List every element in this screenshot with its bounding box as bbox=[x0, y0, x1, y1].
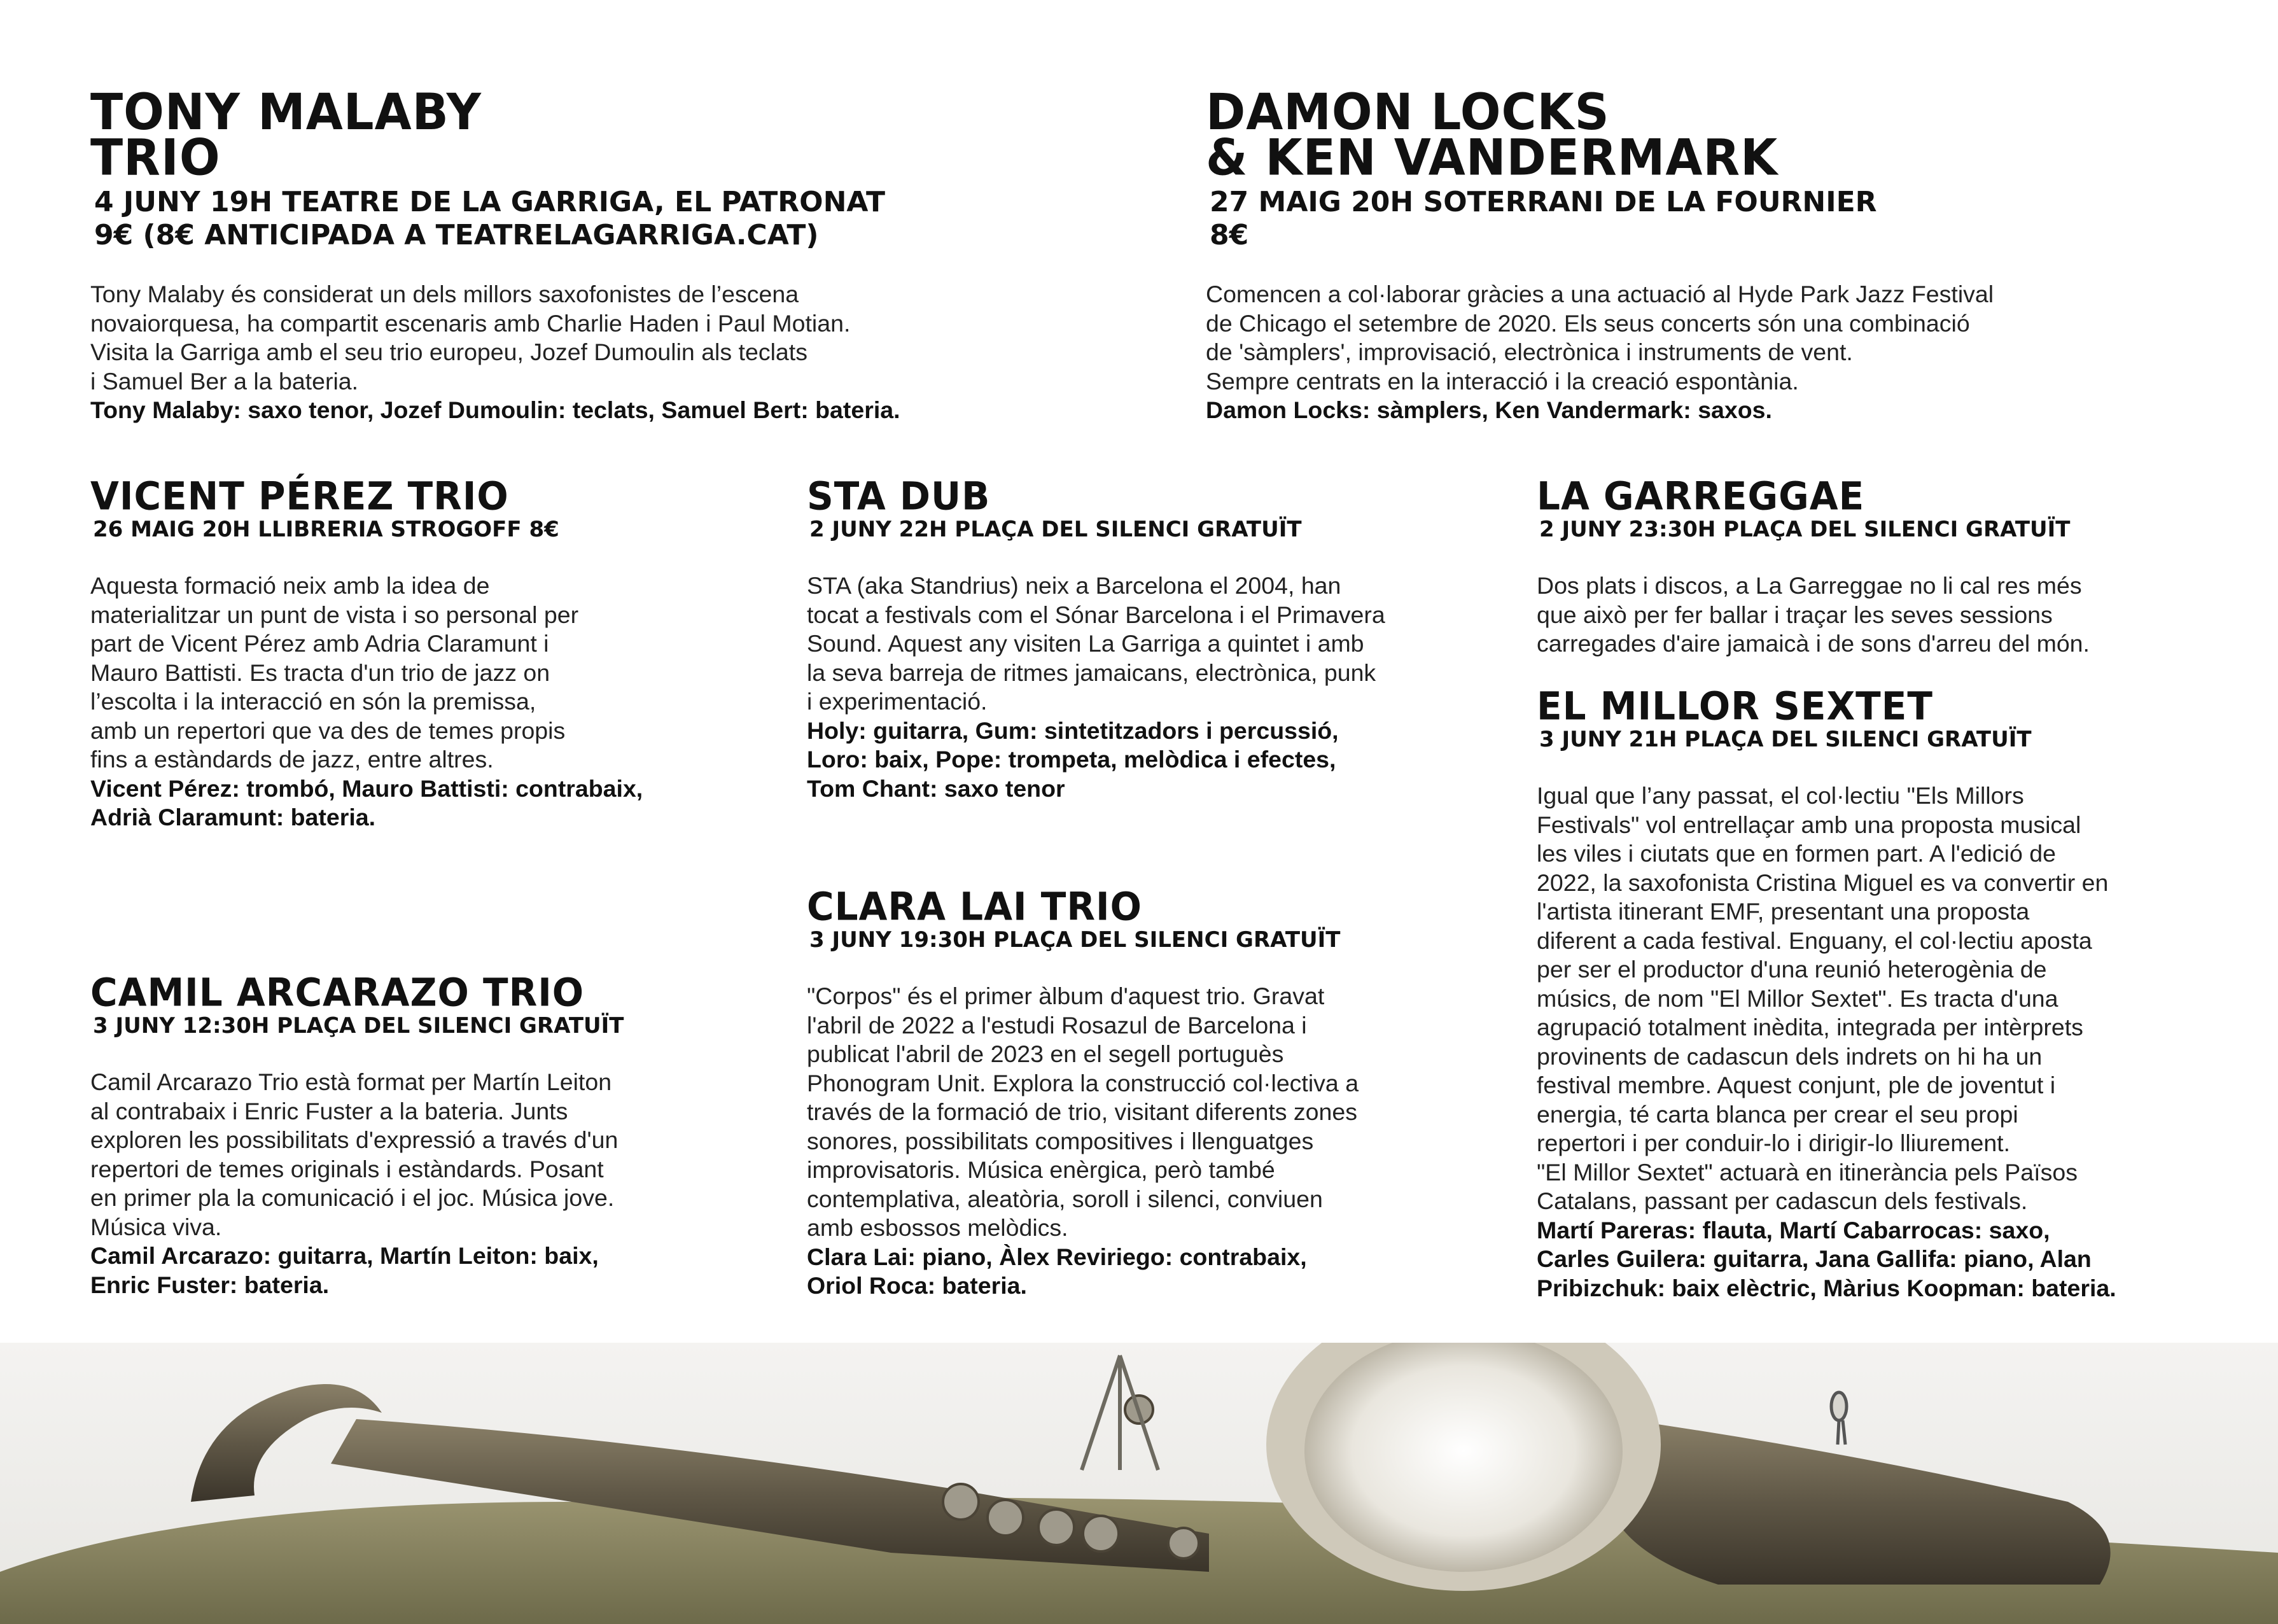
event-title: DAMON LOCKS & KEN VANDERMARK bbox=[1206, 82, 1778, 187]
event-credits: Damon Locks: sàmplers, Ken Vandermark: saxos. bbox=[1206, 396, 1772, 423]
event-vicent-perez bbox=[90, 473, 778, 832]
event-title: CAMIL ARCARAZO TRIO bbox=[90, 969, 585, 1016]
event-title: VICENT PÉREZ TRIO bbox=[90, 473, 509, 519]
event-title: EL MILLOR SEXTET bbox=[1537, 683, 1933, 729]
event-description: Igual que l’any passat, el col·lectiu "Els Millors Festivals" vol entrellaçar amb una proposta musical les viles i ciutats que en formen part. A l'edició de 2022, la saxofonista Cristina Miguel es va convertir en l'artista itinerant EMF, presentant una proposta diferent a cada festival. Enguany, el col·lectiu aposta per ser el productor d'una reunió heterogènia de músics, de nom "El Millor Sextet". Es tracta d'una agrupació totalment inèdita, integrada per intèrprets provinents de cadascun dels indrets on hi ha un festival membre. Aquest conjunt, ple de joventut i energia, té carta blanca per crear el seu propi repertori i per conduir-lo i dirigir-lo lliurement. "El Millor Sextet" actuarà en itinerància pels Països Catalans, passant per cadascun dels festivals. bbox=[1537, 782, 2109, 1214]
event-info: 27 MAIG 20H SOTERRANI DE LA FOURNIER 8€ bbox=[1210, 186, 1877, 251]
event-la-garreggae bbox=[1537, 473, 2249, 659]
event-info: 2 JUNY 23:30H PLAÇA DEL SILENCI GRATUÏT bbox=[1539, 517, 2071, 542]
event-description: STA (aka Standrius) neix a Barcelona el 2004, han tocat a festivals com el Sónar Barcelona i el Primavera Sound. Aquest any visiten La Garriga a quintet i amb la seva barreja de ritmes jamaicans, electrònica, punk i experimentació. bbox=[807, 572, 1385, 715]
event-credits: Camil Arcarazo: guitarra, Martín Leiton: baix, Enric Fuster: bateria. bbox=[90, 1242, 599, 1298]
saxophone-illustration bbox=[0, 1343, 2278, 1624]
event-info: 4 JUNY 19H TEATRE DE LA GARRIGA, EL PATRONAT 9€ (8€ ANTICIPADA A TEATRELAGARRIGA.CAT) bbox=[94, 186, 886, 251]
event-info: 3 JUNY 12:30H PLAÇA DEL SILENCI GRATUÏT bbox=[93, 1013, 624, 1039]
event-sta-dub bbox=[807, 473, 1507, 803]
event-info: 2 JUNY 22H PLAÇA DEL SILENCI GRATUÏT bbox=[809, 517, 1302, 542]
event-description: Tony Malaby és considerat un dels millors saxofonistes de l’escena novaiorquesa, ha compartit escenaris amb Charlie Haden i Paul Motian. Visita la Garriga amb el seu trio europeu, Jozef Dumoulin als teclats i Samuel Ber a la bateria. bbox=[90, 281, 851, 395]
event-credits: Holy: guitarra, Gum: sintetitzadors i percussió, Loro: baix, Pope: trompeta, melòdica i efectes, Tom Chant: saxo tenor bbox=[807, 717, 1339, 802]
event-title: TONY MALABY TRIO bbox=[90, 82, 482, 187]
event-description: Aquesta formació neix amb la idea de materialitzar un punt de vista i so personal per part de Vicent Pérez amb Adria Claramunt i Mauro Battisti. Es tracta d'un trio de jazz on l’escolta i la interacció en són la premissa, amb un repertori que va des de temes propis fins a estàndards de jazz, entre altres. bbox=[90, 572, 579, 773]
event-camil-arcarazo bbox=[90, 969, 790, 1299]
event-description: Camil Arcarazo Trio està format per Martín Leiton al contrabaix i Enric Fuster a la bateria. Junts exploren les possibilitats d'expressió a través d'un repertori de temes originals i estàndards. Posant en primer pla la comunicació i el joc. Música jove. Música viva. bbox=[90, 1068, 618, 1240]
event-title: CLARA LAI TRIO bbox=[807, 883, 1142, 930]
event-info: 26 MAIG 20H LLIBRERIA STROGOFF 8€ bbox=[93, 517, 559, 542]
event-title: LA GARREGGAE bbox=[1537, 473, 1865, 519]
event-credits: Martí Pareras: flauta, Martí Cabarrocas: saxo, Carles Guilera: guitarra, Jana Gallifa: piano, Alan Pribizchuk: baix elèctric, Màrius Koopman: bateria. bbox=[1537, 1216, 2116, 1301]
event-credits: Vicent Pérez: trombó, Mauro Battisti: contrabaix, Adrià Claramunt: bateria. bbox=[90, 774, 643, 830]
event-info: 3 JUNY 19:30H PLAÇA DEL SILENCI GRATUÏT bbox=[809, 927, 1341, 953]
event-description: Dos plats i discos, a La Garreggae no li cal res més que això per fer ballar i traçar les seves sessions carregades d'aire jamaicà i de sons d'arreu del món. bbox=[1537, 572, 2090, 657]
event-title: STA DUB bbox=[807, 473, 991, 519]
event-damon-locks bbox=[1206, 82, 2224, 425]
event-info: 3 JUNY 21H PLAÇA DEL SILENCI GRATUÏT bbox=[1539, 727, 2032, 752]
event-description: Comencen a col·laborar gràcies a una actuació al Hyde Park Jazz Festival de Chicago el setembre de 2020. Els seus concerts són una combinació de 'sàmplers', improvisació, electrònica i instruments de vent. Sempre centrats en la interacció i la creació espontània. bbox=[1206, 281, 1994, 395]
event-el-millor-sextet bbox=[1537, 683, 2262, 1303]
event-credits: Tony Malaby: saxo tenor, Jozef Dumoulin: teclats, Samuel Bert: bateria. bbox=[90, 396, 900, 423]
event-description: "Corpos" és el primer àlbum d'aquest trio. Gravat l'abril de 2022 a l'estudi Rosazul de Barcelona i publicat l'abril de 2023 en el segell portuguès Phonogram Unit. Explora la construcció col·lectiva a través de la formació de trio, visitant diferents zones sonores, possibilitats compositives i llenguatges improvisatoris. Música enèrgica, però també contemplativa, aleatòria, soroll i silenci, conviuen amb esbossos melòdics. bbox=[807, 983, 1359, 1241]
event-tony-malaby bbox=[90, 82, 1134, 425]
event-clara-lai bbox=[807, 883, 1507, 1301]
event-credits: Clara Lai: piano, Àlex Reviriego: contrabaix, Oriol Roca: bateria. bbox=[807, 1243, 1307, 1299]
